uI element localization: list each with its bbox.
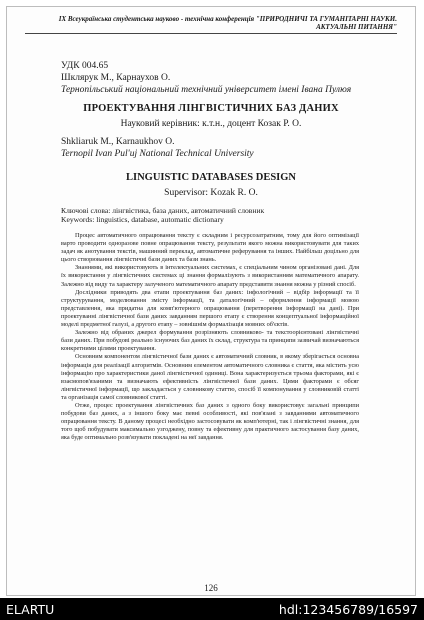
conference-header-line2: АКТУАЛЬНІ ПИТАННЯ" bbox=[316, 23, 397, 31]
document-page bbox=[6, 6, 416, 596]
paragraph: Дослідники приводять два етапи проектування баз даних: інфологічний – відбір інформації та її структурування, моделювання змісту інформації, та даталогічний – оформлення інформації мовою представлення, яка придатна для комп'ютерного опрацювання (перетворення інформації на дані). При проектуванні лінгвістичної бази даних завданням першого етапу є створення концептуальної інформаційної моделі предметної галузі, а другого етапу – зовнішнім формалізація мовних об'єктів. bbox=[61, 288, 359, 329]
handle-identifier[interactable]: hdl:123456789/16597 bbox=[278, 602, 418, 617]
udk-code: УДК 004.65 bbox=[61, 61, 109, 71]
article-body bbox=[61, 232, 359, 442]
paragraph: Залежно від обраних джерел формування розрізняють словниково- та текстоорієнтовані лінгвістичні бази даних. При побудові реально існуючих баз даних їх склад, структура та принципи зазвичай визначаються конкретними цілями проектування. bbox=[61, 329, 359, 353]
repository-footer bbox=[0, 598, 424, 620]
title-ukrainian: ПРОЕКТУВАННЯ ЛІНГВІСТИЧНИХ БАЗ ДАНИХ bbox=[83, 103, 339, 114]
supervisor-ukrainian: Науковий керівник: к.т.н., доцент Козак Р. О. bbox=[120, 119, 302, 129]
keywords-ukrainian: Ключові слова: лінгвістика, база даних, автоматичний словник bbox=[61, 206, 265, 215]
paragraph: Отже, процес проектування лінгвістичних баз даних з одного боку використовує загальні принципи побудови баз даних, а з іншого боку має певні особливості, які пов'язані з завданнями автоматичного опрацювання тексту. В даному процесі необхідно застосовувати як комп'ютерні, так і лінгвістичні знання, для того щоб побудувати максимально узгоджену, повну та ефективну для практичного застосування базу даних, яка буде оптимально розв'язувати покладені на неї завдання. bbox=[61, 401, 359, 442]
keywords-english: Keywords: linguistics, database, automatic dictionary bbox=[61, 215, 224, 224]
affiliation-english: Ternopil Ivan Pul'uj National Technical University bbox=[61, 149, 254, 159]
page-number: 126 bbox=[204, 583, 218, 593]
conference-header bbox=[25, 15, 397, 34]
paragraph: Процес автоматичного опрацювання тексту є складним і ресурсозатратним, тому для його оптимізації варто проводити одноразове повне опрацювання тексту, результати якого можна використовувати для таких задач як анотування текстів, машинний переклад, автоматичне реферування та інших. Найбільш доцільно для цього створювання лінгвістичні бази даних та бази знань. bbox=[61, 232, 359, 264]
paragraph: Основним компонентом лінгвістичної бази даних є автоматичний словник, в якому зберігається основна інформація для реалізації алгоритмів. Основним елементом автоматичного словника є стаття, яка містить усю інформацію про характеристики даної лінгвістичної одиниці. Вона характеризується трьома факторами, які є взаємопов'язаними та визначають ефективність лінгвістичної бази даних. Цими факторами є обсяг лінгвістичної інформації, що закладається у словникову статтю, спосіб її компонування у словниковій статті та організація самої словникової статті. bbox=[61, 353, 359, 401]
repository-name[interactable]: ELARTU bbox=[6, 602, 55, 617]
authors-ukrainian: Шклярук М., Карнаухов О. bbox=[61, 73, 171, 83]
title-english: LINGUISTIC DATABASES DESIGN bbox=[126, 172, 296, 183]
paragraph: Знаннями, які використовують в інтелектуальних системах, є спеціальним чином організовані дані. Для їх використання у лінгвістичних системах ці знання формалізують з використанням математичного апарату. Залежно від виду та характеру залученого математичного апарату представити знання можна у різний спосіб. bbox=[61, 264, 359, 288]
affiliation-ukrainian: Тернопільський національний технічний університет імені Івана Пулюя bbox=[61, 85, 352, 95]
authors-english: Shkliaruk M., Karnaukhov O. bbox=[61, 137, 175, 147]
conference-header-line1: IX Всеукраїнська студентська науково - технічна конференція "ПРИРОДНИЧІ ТА ГУМАНІТАРНІ НАУКИ. bbox=[58, 15, 397, 23]
supervisor-english: Supervisor: Kozak R. O. bbox=[164, 188, 258, 198]
